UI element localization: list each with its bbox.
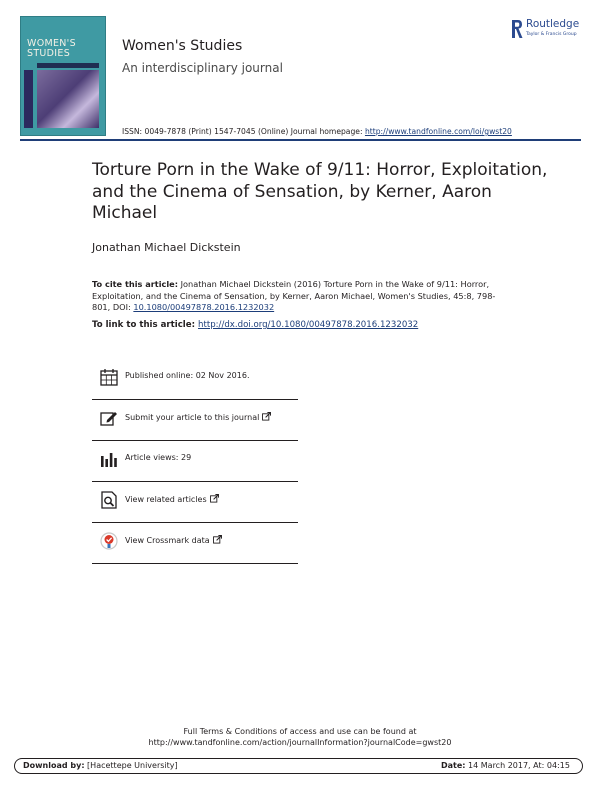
link-label: To link to this article: [92,320,199,330]
crossmark-link[interactable] [125,535,222,545]
journal-subtitle: An interdisciplinary journal [122,61,283,75]
journal-title: Women's Studies [122,38,243,54]
submit-label: Submit your article to this journal [125,413,260,422]
article-permalink[interactable]: http://dx.doi.org/10.1080/00497878.2016.1232032 [198,320,419,330]
citation-block [92,279,512,314]
date-value: 14 March 2017, At: 04:15 [465,761,570,770]
related-articles-icon [100,491,118,509]
cite-text: Jonathan Michael Dickstein (2016) Torture Porn in the Wake of 9/11: Horror, Exploitation, and the Cinema of Sensation, by Kerner, Aaron Michael, Women's Studies, 45:8, 798-801, DOI: [92,279,496,312]
issn-text: ISSN: 0049-7878 (Print) 1547-7045 (Online) Journal homepage: [122,127,365,136]
related-row[interactable] [92,482,298,523]
routledge-logo [510,18,592,42]
external-link-icon [262,412,271,421]
cover-photo [37,70,99,128]
routledge-r-icon [510,18,524,40]
published-date: Published online: 02 Nov 2016. [125,371,250,380]
external-link-icon [210,494,219,503]
edit-icon [100,409,118,427]
download-date [441,761,570,770]
issn-line [122,127,512,136]
download-info-bar [14,758,583,774]
related-label: View related articles [125,495,207,504]
cite-label: To cite this article: [92,279,178,289]
calendar-icon [100,368,118,386]
date-label: Date: [441,761,466,770]
terms-line: Full Terms & Conditions of access and use can be found at [183,727,417,736]
bar-chart-icon [100,450,118,468]
cover-title: WOMEN'S STUDIES [27,38,76,59]
article-author: Jonathan Michael Dickstein [92,241,241,254]
submit-article-link[interactable] [125,412,271,422]
submit-row[interactable] [92,400,298,441]
crossmark-label: View Crossmark data [125,536,210,545]
related-articles-link[interactable] [125,494,219,504]
publisher-name: Routledge [526,18,580,30]
journal-cover-image [20,16,106,136]
downloaded-label: Download by: [23,761,85,770]
cover-side-panel [24,70,33,128]
terms-notice [0,726,600,748]
article-views: Article views: 29 [125,453,192,462]
crossmark-icon [100,532,118,550]
article-title: Torture Porn in the Wake of 9/11: Horror, Exploitation, and the Cinema of Sensation, by Kerner, Aaron Michael [92,160,548,223]
downloaded-value: [Hacettepe University] [84,761,178,770]
journal-homepage-link[interactable]: http://www.tandfonline.com/loi/gwst20 [364,127,512,136]
article-link-line [92,320,418,330]
crossmark-row[interactable] [92,523,298,564]
doi-link[interactable]: 10.1080/00497878.2016.1232032 [133,302,275,312]
published-row [92,359,298,400]
views-row [92,441,298,482]
header-rule [20,139,581,141]
cover-strip [37,63,99,68]
external-link-icon [213,535,222,544]
downloaded-by [23,761,178,770]
publisher-tagline: Taylor & Francis Group [526,32,577,37]
terms-url[interactable]: http://www.tandfonline.com/action/journalInformation?journalCode=gwst20 [148,738,452,747]
